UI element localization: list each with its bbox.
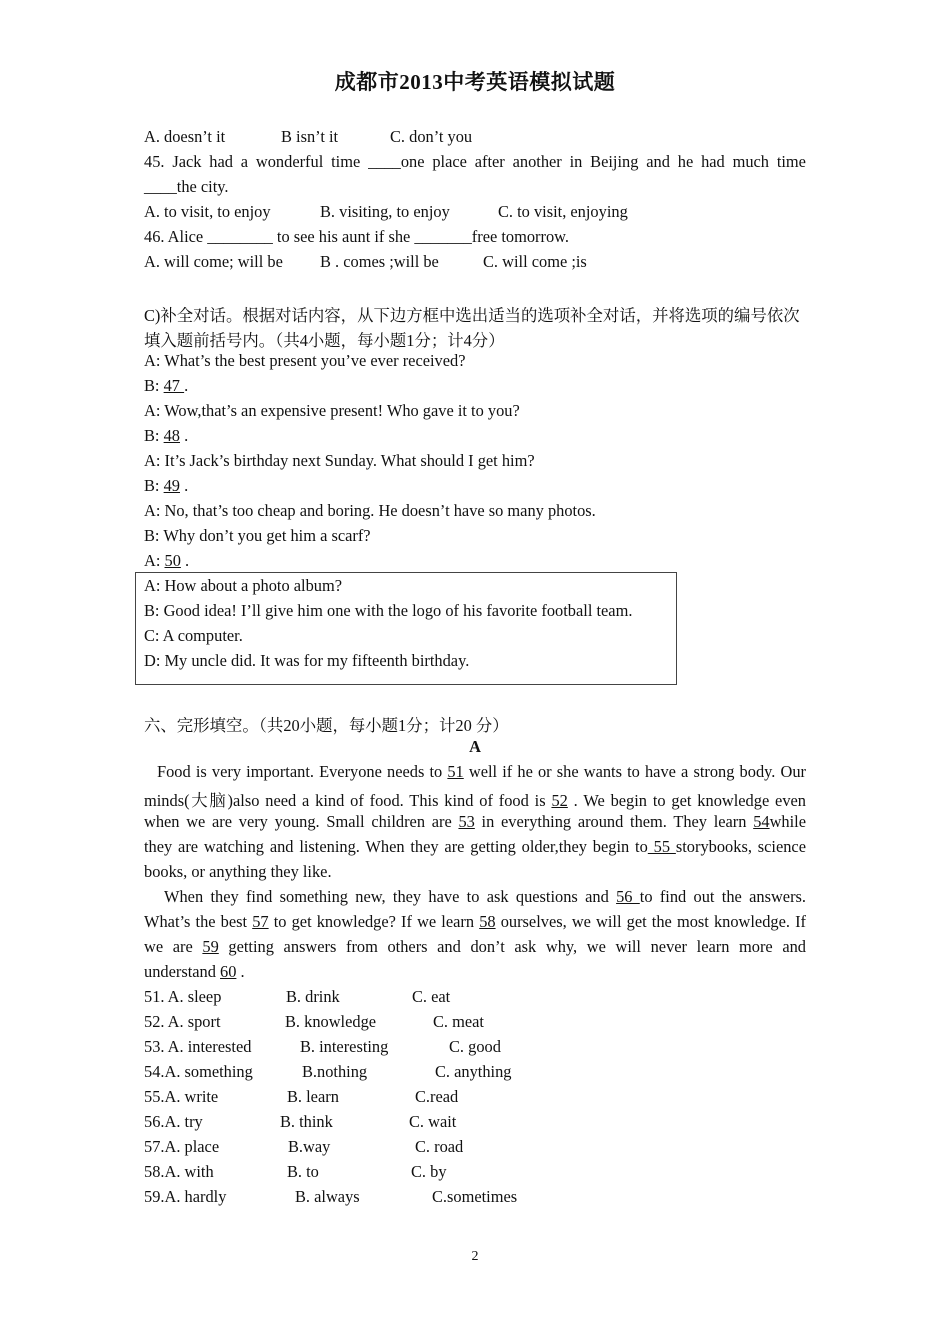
passage-label: A bbox=[469, 737, 481, 756]
q-option-b: B. drink bbox=[286, 987, 340, 1006]
speaker: B: bbox=[144, 526, 160, 545]
speaker: A: bbox=[144, 401, 161, 420]
q-option-c: C.sometimes bbox=[432, 1187, 518, 1206]
q-option-a: 58.A. with bbox=[144, 1162, 214, 1181]
q45-option-a: A. to visit, to enjoy bbox=[144, 202, 271, 221]
q-option-b: B. think bbox=[280, 1112, 333, 1131]
q-option-c: C. wait bbox=[409, 1112, 457, 1131]
speaker: B: bbox=[144, 376, 160, 395]
blank-57[interactable]: 57 bbox=[252, 912, 269, 931]
section-6-heading: 六、完形填空。（共20小题，每小题1分；计20 分） bbox=[144, 716, 509, 735]
q-option-a: 56.A. try bbox=[144, 1112, 203, 1131]
text: . bbox=[236, 962, 245, 981]
box-option-c: C: A computer. bbox=[144, 626, 243, 645]
speaker: B: bbox=[144, 426, 160, 445]
box-option-d: D: My uncle did. It was for my fifteenth birthday. bbox=[144, 651, 470, 670]
dialogue-text: Why don’t you get him a scarf? bbox=[163, 526, 371, 545]
q-option-b: B. knowledge bbox=[285, 1012, 377, 1031]
q-option-c: C. by bbox=[411, 1162, 447, 1181]
dialogue-line bbox=[144, 551, 189, 571]
q-option-b: B. learn bbox=[287, 1087, 339, 1106]
q-option-c: C. anything bbox=[435, 1062, 512, 1081]
q44-option-a: A. doesn’t it bbox=[144, 127, 226, 146]
q-option-b: B. to bbox=[287, 1162, 319, 1181]
text: to find out the answers. bbox=[639, 887, 807, 906]
blank-59[interactable]: 59 bbox=[202, 937, 219, 956]
q-option-b: B.way bbox=[288, 1137, 331, 1156]
punctuation: . bbox=[184, 376, 189, 395]
passage-line bbox=[144, 912, 806, 932]
dialogue-text: It’s Jack’s birthday next Sunday. What should I get him? bbox=[164, 451, 535, 470]
q-option-a: 55.A. write bbox=[144, 1087, 219, 1106]
blank-60[interactable]: 60 bbox=[220, 962, 237, 981]
word: Jack bbox=[172, 152, 202, 171]
punctuation: . bbox=[180, 426, 189, 445]
blank-50[interactable]: 50 bbox=[164, 551, 181, 570]
blank-52[interactable]: 52 bbox=[551, 791, 568, 810]
q-option-b: B. always bbox=[295, 1187, 360, 1206]
word: 45. bbox=[144, 152, 165, 171]
passage-line bbox=[144, 762, 806, 782]
word: much bbox=[732, 152, 769, 171]
text: . We begin to get knowledge even bbox=[567, 791, 806, 810]
q-option-c: C. good bbox=[449, 1037, 501, 1056]
dialogue-line bbox=[144, 526, 371, 546]
q46-option-c: C. will come ;is bbox=[483, 252, 587, 271]
blank-47[interactable]: 47 bbox=[163, 376, 185, 395]
word: had bbox=[209, 152, 233, 171]
word: had bbox=[701, 152, 725, 171]
punctuation: . bbox=[180, 476, 189, 495]
passage-line bbox=[144, 787, 806, 811]
speaker: A: bbox=[144, 351, 161, 370]
q46-option-a: A. will come; will be bbox=[144, 252, 283, 271]
speaker: A: bbox=[144, 501, 161, 520]
q-option-a: 59.A. hardly bbox=[144, 1187, 227, 1206]
speaker: B: bbox=[144, 476, 160, 495]
speaker: A: bbox=[144, 551, 161, 570]
word: he bbox=[677, 152, 694, 171]
section-c-heading-1: C)补全对话。根据对话内容，从下边方框中选出适当的选项补全对话，并将选项的编号依次 bbox=[144, 306, 800, 325]
q-option-c: C. eat bbox=[412, 987, 451, 1006]
q45-option-c: C. to visit, enjoying bbox=[498, 202, 628, 221]
dialogue-text: What’s the best present you’ve ever received? bbox=[164, 351, 466, 370]
q-option-a: 51. A. sleep bbox=[144, 987, 222, 1006]
word: and bbox=[646, 152, 670, 171]
q-option-b: B. interesting bbox=[300, 1037, 389, 1056]
q-option-b: B.nothing bbox=[302, 1062, 368, 1081]
q-option-c: C. meat bbox=[433, 1012, 484, 1031]
q45-line-2: ____the city. bbox=[144, 177, 229, 196]
q-option-a: 52. A. sport bbox=[144, 1012, 221, 1031]
dialogue-line bbox=[144, 476, 188, 496]
box-option-b: B: Good idea! I’ll give him one with the logo of his favorite football team. bbox=[144, 601, 633, 620]
passage-line bbox=[144, 937, 806, 957]
dialogue-line bbox=[144, 426, 188, 446]
box-option-a: A: How about a photo album? bbox=[144, 576, 343, 595]
text: while bbox=[769, 812, 806, 831]
text: ourselves, we will get the most knowledge. If bbox=[495, 912, 806, 931]
passage-line bbox=[144, 962, 245, 982]
text: in everything around them. They learn bbox=[474, 812, 754, 831]
dialogue-line bbox=[144, 401, 520, 421]
text: getting answers from others and don’t ask why, we will never learn more and bbox=[218, 937, 806, 956]
q-option-a: 54.A. something bbox=[144, 1062, 253, 1081]
dialogue-line bbox=[144, 451, 535, 471]
section-c-heading-2: 填入题前括号内。（共4小题，每小题1分；计4分） bbox=[144, 331, 505, 350]
word: another bbox=[512, 152, 562, 171]
blank-51[interactable]: 51 bbox=[447, 762, 464, 781]
word: time bbox=[331, 152, 361, 171]
punctuation: . bbox=[180, 551, 190, 570]
text: storybooks, science bbox=[675, 837, 806, 856]
dialogue-line bbox=[144, 501, 596, 521]
dialogue-line bbox=[144, 376, 188, 396]
blank-56[interactable]: 56 bbox=[616, 887, 640, 906]
word: ____one bbox=[368, 152, 425, 171]
word: a bbox=[240, 152, 249, 171]
text: well if he or she wants to have a strong body. Our bbox=[463, 762, 806, 781]
q46-option-b: B . comes ;will be bbox=[320, 252, 439, 271]
dialogue-line bbox=[144, 351, 465, 371]
q44-option-c: C. don’t you bbox=[390, 127, 473, 146]
blank-49[interactable]: 49 bbox=[163, 476, 180, 495]
q45-option-b: B. visiting, to enjoy bbox=[320, 202, 450, 221]
q-option-a: 53. A. interested bbox=[144, 1037, 252, 1056]
text: to get knowledge? If we learn bbox=[268, 912, 480, 931]
blank-58[interactable]: 58 bbox=[479, 912, 496, 931]
word: place bbox=[432, 152, 467, 171]
text: When they find something new, they have to ask questions and bbox=[164, 887, 617, 906]
passage-line bbox=[144, 837, 806, 857]
dialogue-text: Wow,that’s an expensive present! Who gave it to you? bbox=[164, 401, 520, 420]
passage-line bbox=[144, 812, 806, 832]
word: in bbox=[569, 152, 583, 171]
text: What’s the best bbox=[144, 912, 253, 931]
passage-line bbox=[144, 887, 806, 907]
text: understand bbox=[144, 962, 221, 981]
blank-53[interactable]: 53 bbox=[458, 812, 475, 831]
q-option-c: C. road bbox=[415, 1137, 464, 1156]
text: when we are very young. Small children are bbox=[144, 812, 459, 831]
page-number: 2 bbox=[471, 1249, 479, 1264]
passage-line: books, or anything they like. bbox=[144, 862, 332, 881]
word: Beijing bbox=[590, 152, 639, 171]
text: they are watching and listening. When they are getting older,they begin to bbox=[144, 837, 648, 856]
page-title: 成都市2013中考英语模拟试题 bbox=[334, 70, 616, 94]
speaker: A: bbox=[144, 451, 161, 470]
word: time bbox=[776, 152, 806, 171]
q45-line-1 bbox=[144, 152, 806, 172]
q46-text: 46. Alice ________ to see his aunt if she _______free tomorrow. bbox=[144, 227, 570, 246]
dialogue-text: No, that’s too cheap and boring. He doesn’t have so many photos. bbox=[164, 501, 596, 520]
q-option-a: 57.A. place bbox=[144, 1137, 220, 1156]
q-option-c: C.read bbox=[415, 1087, 459, 1106]
blank-54[interactable]: 54 bbox=[753, 812, 770, 831]
text: Food is very important. Everyone needs to bbox=[157, 762, 448, 781]
blank-48[interactable]: 48 bbox=[163, 426, 180, 445]
text: we are bbox=[144, 937, 203, 956]
q44-option-b: B isn’t it bbox=[281, 127, 339, 146]
text: minds(大脑)also need a kind of food. This kind of food is bbox=[144, 791, 552, 810]
word: wonderful bbox=[255, 152, 324, 171]
blank-55[interactable]: 55 bbox=[647, 837, 676, 856]
word: after bbox=[474, 152, 505, 171]
